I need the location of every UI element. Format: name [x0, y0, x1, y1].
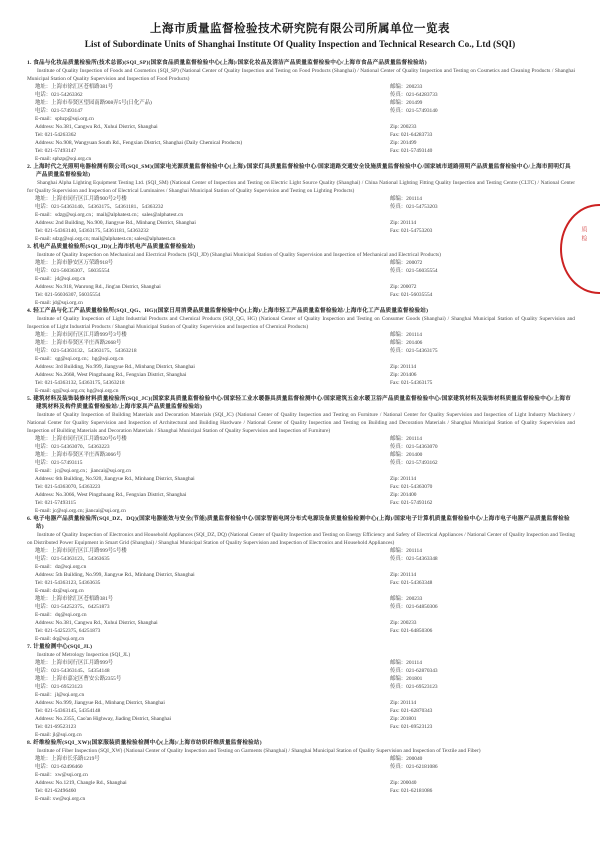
contact-left-text: 地址：上海市静安区万荣路918号 [35, 260, 114, 266]
contact-row [27, 779, 575, 787]
contact-left-text: Address: No.2668, West Pingzhuang Rd., Fengxian District, Shanghai [35, 372, 187, 378]
contact-left-text: Tel: 021-54263362 [35, 132, 77, 138]
contact-left-text: Tel: 021-54363145, 54354148 [35, 708, 101, 714]
contact-row [27, 699, 575, 707]
contact-row [27, 147, 575, 155]
contact-right-text: Zip: 201114 [390, 700, 417, 706]
contact-right-text: 传真：021-56035554 [390, 268, 438, 274]
contact-left-text: 地址：上海市闵行区江月路900号2号楼 [35, 196, 127, 202]
contact-left-text: Address: No.381, Cangwu Rd., Xuhui District, Shanghai [35, 124, 158, 130]
unit-name-en: Institute of Quality Inspection of Electronics and Household Appliances (SQI_DZ, DQ) (National Center of Quality Inspection and Testing on Energy Efficiency and Safety of Electrical Appliances / National Center of Quality Inspection and Testing on Distributed Power Equipment in Smart Grid (Shanghai) / Shanghai Municipal Station of Quality Supervision and Inspection of Electronics and Household Appliances) [27, 532, 575, 546]
contact-row [27, 491, 575, 499]
unit-name-zh: 8. 纤维检验所(SQI_XW)(国家服装质量检验检测中心(上海)/上海市纺织纤维质量监督检验站) [27, 740, 262, 746]
contact-row [27, 683, 575, 691]
unit-contact-rows [27, 659, 575, 739]
contact-row [27, 131, 575, 139]
contact-left-text: 地址：上海市徐汇区苍梧路381号 [35, 84, 114, 90]
contact-right-text: Zip: 201499 [390, 140, 417, 146]
contact-right-text: 邮编：201801 [390, 676, 423, 682]
contact-right-text: Zip: 200233 [390, 620, 417, 626]
contact-left-text: Address: 2nd Building, No.900, Jiangyue Rd., Minhang District, Shanghai [35, 220, 196, 226]
sections-list [0, 59, 600, 803]
contact-row [27, 267, 575, 275]
contact-row [27, 659, 575, 667]
contact-right-text: Zip: 200233 [390, 124, 417, 130]
contact-left-text: Address: 3rd Building, No.999, Jiangyue Rd., Minhang District, Shanghai [35, 364, 195, 370]
contact-right-text: Fax: 021-54753203 [390, 228, 433, 234]
contact-left-text: 电话：021-54363140、54363175、54361181、54363232 [35, 204, 164, 210]
contact-right-text: Zip: 200072 [390, 284, 417, 290]
contact-left-text: Tel: 021-56036307, 56035554 [35, 292, 101, 298]
contact-row [27, 139, 575, 147]
contact-right-text: 邮编：201406 [390, 340, 423, 346]
contact-left-text: E-mail：jc@sqi.org.cn；jiancai@sqi.org.cn [35, 468, 131, 474]
contact-left-text: 电话：021-54363132、54363175、54363218 [35, 348, 137, 354]
unit-section [27, 243, 575, 307]
contact-row [27, 611, 575, 619]
contact-row [27, 99, 575, 107]
contact-row [27, 755, 575, 763]
unit-name-zh: 2. 上海时代之光照明电器检测有限公司(SQI_SM)(国家电光源质量监督检验中心(上海)/国家灯具质量监督检验中心/国家道路交通安全设施质量监督检验中心/国家城市道路照明产品质量监督检验中心/上海市照明灯具产品质量监督检验站) [27, 164, 571, 178]
contact-row [27, 619, 575, 627]
contact-row [27, 763, 575, 771]
contact-left-text: Address: No.999, Jiangyue Rd., Minhang District, Shanghai [35, 700, 165, 706]
unit-section [27, 59, 575, 163]
contact-right-text: Zip: 201114 [390, 572, 417, 578]
contact-right-text: 邮编：201114 [390, 196, 422, 202]
unit-name-en: Institute of Quality Inspection of Foods and Cosmetics (SQI_SP) (National Center of Quality Inspection and Testing on Food Products (Shanghai) / National Center of Quality Inspection and Testing on Cosmetics and Cleaning Products / Shanghai Municipal Station of Quality Supervision and Inspection of Food Products) [27, 68, 575, 82]
contact-row [27, 435, 575, 443]
contact-left-text: Tel: 021-54363123, 54363635 [35, 580, 101, 586]
contact-row [27, 731, 575, 739]
contact-row [27, 579, 575, 587]
contact-right-text: Fax: 021-62181086 [390, 788, 433, 794]
unit-name-zh: 5. 建筑材料及装饰装修材料质量检验所(SQI_JC)(国家家具质量监督检验中心/国家轻工业水暖器具质量监督检测中心/国家建筑五金水暖卫浴产品质量监督检验中心/国家建筑材料及装饰材料质量监督检验中心/上海市建筑材料及构件质量监督检验站/上海市家具产品质量监督检验站) [27, 396, 571, 410]
contact-left-text: Tel: 021-54363140, 54363175, 54361181, 54363232 [35, 228, 149, 234]
unit-section [27, 739, 575, 803]
unit-contact-rows [27, 755, 575, 803]
contact-right-text: 邮编：201114 [390, 548, 422, 554]
contact-right-text: Zip: 200040 [390, 780, 417, 786]
contact-row [27, 635, 575, 643]
contact-right-text: 传真：021-54363070 [390, 444, 438, 450]
contact-right-text: 邮编：201400 [390, 452, 423, 458]
contact-row [27, 459, 575, 467]
contact-left-text: 电话：021-69523123 [35, 684, 83, 690]
contact-right-text: Zip: 201114 [390, 220, 417, 226]
contact-left-text: 地址：上海市嘉定区曹安公路2355号 [35, 676, 122, 682]
document-title-zh: 上海市质量监督检验技术研究院有限公司所属单位一览表 [150, 23, 450, 35]
contact-right-text: 传真：021-54363348 [390, 556, 438, 562]
contact-left-text: E-mail：sdzg@sqi.org.cn；mail@alphatest.cn；sales@alphatest.cn [35, 212, 184, 218]
contact-row [27, 467, 575, 475]
contact-row [27, 107, 575, 115]
contact-right-text: Fax: 021-54363175 [390, 380, 433, 386]
contact-row [27, 715, 575, 723]
contact-row [27, 675, 575, 683]
contact-row [27, 227, 575, 235]
contact-right-text: 传真：021-57493162 [390, 460, 438, 466]
contact-row [27, 667, 575, 675]
contact-row [27, 507, 575, 515]
contact-left-text: Address: No.381, Cangwu Rd., Xuhui District, Shanghai [35, 620, 158, 626]
unit-section [27, 307, 575, 395]
contact-row [27, 723, 575, 731]
unit-contact-rows [27, 331, 575, 395]
contact-row [27, 371, 575, 379]
contact-left-text: E-mail：dz@sqi.org.cn [35, 564, 87, 570]
contact-right-text: Fax: 021-54363070 [390, 484, 433, 490]
contact-row [27, 603, 575, 611]
contact-left-text: Tel: 021-69523123 [35, 724, 77, 730]
contact-right-text: 传真：021-64850306 [390, 604, 438, 610]
contact-left-text: 电话：021-54252375、64251873 [35, 604, 110, 610]
contact-row [27, 627, 575, 635]
contact-left-text: E-mail：qg@sqi.org.cn；hg@sqi.org.cn [35, 356, 124, 362]
contact-row [27, 771, 575, 779]
contact-left-text: Tel: 021-57493115 [35, 500, 76, 506]
unit-name-zh: 7. 计量检测中心(SQI_JL) [27, 644, 93, 650]
contact-left-text: Address: No.3066, West Pingzhuang Rd., Fengxian District, Shanghai [35, 492, 187, 498]
contact-left-text: E-mail: sdzg@sqi.org.cn; mail@alphatest.cn; sales@alphatest.cn [35, 236, 176, 242]
contact-left-text: Address: No.1219, Changle Rd., Shanghai [35, 780, 127, 786]
contact-right-text: 邮编：200072 [390, 260, 423, 266]
contact-row [27, 595, 575, 603]
contact-row [27, 83, 575, 91]
contact-row [27, 475, 575, 483]
contact-row [27, 291, 575, 299]
contact-row [27, 707, 575, 715]
contact-right-text: 传真：021-69523123 [390, 684, 438, 690]
contact-row [27, 123, 575, 131]
unit-contact-rows [27, 435, 575, 515]
contact-left-text: 地址：上海市奉贤区平庄西路3066号 [35, 452, 122, 458]
contact-right-text: Fax: 021-69523123 [390, 724, 433, 730]
contact-right-text: 传真：021-54753203 [390, 204, 438, 210]
contact-row [27, 283, 575, 291]
contact-left-text: Tel: 021-54363070, 54363223 [35, 484, 101, 490]
contact-row [27, 691, 575, 699]
contact-row [27, 235, 575, 243]
red-stamp-text: 质检 [580, 226, 586, 244]
contact-row [27, 355, 575, 363]
contact-right-text: Zip: 201400 [390, 492, 417, 498]
contact-row [27, 387, 575, 395]
contact-left-text: 地址：上海市奉贤区望园南路908弄5号(日化产品) [35, 100, 152, 106]
contact-left-text: E-mail: jl@sqi.org.cn [35, 732, 82, 738]
contact-left-text: Tel: 021-57493147 [35, 148, 77, 154]
unit-name-en: Institute of Fiber Inspection (SQI_XW) (National Center of Quality Inspection and Testing on Garments (Shanghai) / Shanghai Municipal Station of Quality Supervision and Inspection of Textile and Fiber) [37, 748, 481, 754]
contact-right-text: Fax: 021-54363348 [390, 580, 433, 586]
contact-right-text: 传真：021-57493140 [390, 108, 438, 114]
contact-left-text: E-mail：jl@sqi.org.cn [35, 692, 85, 698]
unit-section [27, 643, 575, 739]
contact-left-text: Address: No.908, Wangyuan South Rd., Fengxian District, Shanghai (Daily Chemical Products) [35, 140, 243, 146]
unit-name-zh: 3. 机电产品质量检验所(SQI_JD)(上海市机电产品质量监督检验站) [27, 244, 196, 250]
contact-right-text: Fax: 021-64850306 [390, 628, 433, 634]
contact-left-text: E-mail：sphzp@sqi.org.cn [35, 116, 94, 122]
contact-row [27, 203, 575, 211]
contact-right-text: Fax: 021-57493162 [390, 500, 433, 506]
contact-row [27, 91, 575, 99]
contact-row [27, 443, 575, 451]
contact-row [27, 115, 575, 123]
contact-right-text: Fax: 021-62870343 [390, 708, 433, 714]
contact-left-text: 地址：上海市闵行区江月路999号 [35, 660, 114, 666]
contact-row [27, 211, 575, 219]
contact-left-text: 地址：上海市闵行区江月路999号5号楼 [35, 548, 127, 554]
contact-left-text: 电话：021-62496460 [35, 764, 83, 770]
contact-right-text: 传真：021-64283733 [390, 92, 438, 98]
contact-right-text: 邮编：201114 [390, 332, 422, 338]
unit-contact-rows [27, 259, 575, 307]
contact-right-text: 传真：021-62181086 [390, 764, 438, 770]
contact-left-text: E-mail：jd@sqi.org.cn [35, 276, 86, 282]
contact-left-text: 电话：021-54363145、54354148 [35, 668, 110, 674]
contact-right-text: Zip: 201114 [390, 364, 417, 370]
contact-left-text: 电话：021-54363070、54363223 [35, 444, 110, 450]
contact-row [27, 155, 575, 163]
contact-row [27, 571, 575, 579]
unit-contact-rows [27, 547, 575, 643]
contact-left-text: E-mail: xw@sqi.org.cn [35, 796, 86, 802]
contact-left-text: E-mail: jc@sqi.org.cn; jiancai@sqi.org.cn [35, 508, 126, 514]
contact-left-text: 电话：021-57493147 [35, 108, 83, 114]
contact-row [27, 587, 575, 595]
contact-row [27, 331, 575, 339]
contact-row [27, 483, 575, 491]
contact-left-text: 电话：021-56036307、56035554 [35, 268, 110, 274]
unit-name-en: Institute of Metrology Inspection (SQI_JL) [37, 652, 131, 658]
contact-left-text: Address: No.2355, Cao'an Highway, Jiading District, Shanghai [35, 716, 171, 722]
contact-row [27, 299, 575, 307]
contact-left-text: Address: 5th Building, No.999, Jiangyue Rd., Minhang District, Shanghai [35, 572, 195, 578]
contact-left-text: 地址：上海市奉贤区平庄西路2668号 [35, 340, 122, 346]
contact-row [27, 219, 575, 227]
contact-right-text: 邮编：200040 [390, 756, 423, 762]
unit-section [27, 395, 575, 515]
contact-left-text: E-mail：xw@sqi.org.cn [35, 772, 88, 778]
contact-right-text: 邮编：201499 [390, 100, 423, 106]
contact-left-text: Address: 6th Building, No.920, Jiangyue Rd., Minhang District, Shanghai [35, 476, 195, 482]
contact-row [27, 339, 575, 347]
unit-section [27, 163, 575, 243]
contact-right-text: Fax: 021-57493140 [390, 148, 433, 154]
unit-name-zh: 4. 轻工产品与化工产品质量检验所(SQI_QG、HG)(国家日用消费品质量监督检验中心(上海)/上海市轻工产品质量监督检验站/上海市化工产品质量监督检验站) [27, 308, 429, 314]
contact-left-text: Tel: 021-62496460 [35, 788, 77, 794]
contact-left-text: 电话：021-54263362 [35, 92, 83, 98]
contact-right-text: 邮编：200233 [390, 596, 423, 602]
contact-row [27, 547, 575, 555]
unit-name-en: Institute of Quality Inspection of Light Industrial Products and Chemical Products (SQI_QG, HG) (National Center of Quality Inspection and Testing on Consumer Goods (Shanghai) / Shanghai Municipal Station of Quality Supervision and Inspection of Light Industrial Products / Shanghai Municipal Station of Quality Supervision and Inspection of Chemical Products) [27, 316, 575, 330]
contact-left-text: E-mail: jd@sqi.org.cn [35, 300, 83, 306]
contact-left-text: E-mail: sphzp@sqi.org.cn [35, 156, 92, 162]
contact-left-text: E-mail：dq@sqi.org.cn [35, 612, 87, 618]
contact-left-text: 地址：上海市闵行区江月路999号3号楼 [35, 332, 127, 338]
unit-contact-rows [27, 83, 575, 163]
document-title-en: List of Subordinate Units of Shanghai Institute Of Quality Inspection and Technical Research Co., Ltd (SQI) [84, 40, 516, 50]
contact-right-text: Zip: 201406 [390, 372, 417, 378]
unit-section [27, 515, 575, 643]
contact-row [27, 347, 575, 355]
contact-right-text: Zip: 201114 [390, 476, 417, 482]
contact-left-text: 电话：021-57493115 [35, 460, 83, 466]
unit-name-zh: 6. 电子电器产品质量检验所(SQI_DZ、DQ)(国家电器能效与安全(节能)质量监督检验中心/国家智能电网分布式电源设备质量检验检测中心(上海)/国家电子计算机质量监督检验中心/上海市电子电器产品质量监督检验站) [27, 516, 570, 530]
contact-right-text: 邮编：201114 [390, 660, 422, 666]
contact-left-text: 地址：上海市闵行区江月路920号6号楼 [35, 436, 127, 442]
contact-row [27, 259, 575, 267]
contact-left-text: 地址：上海市徐汇区苍梧路381号 [35, 596, 114, 602]
contact-right-text: 邮编：200233 [390, 84, 423, 90]
contact-right-text: Fax: 021-64283733 [390, 132, 433, 138]
contact-row [27, 451, 575, 459]
contact-left-text: E-mail: dq@sqi.org.cn [35, 636, 85, 642]
contact-row [27, 499, 575, 507]
contact-left-text: Tel: 021-54252375, 64251873 [35, 628, 101, 634]
contact-right-text: 传真：021-54363175 [390, 348, 438, 354]
contact-right-text: Zip: 201801 [390, 716, 417, 722]
contact-left-text: E-mail: qg@sqi.org.cn; hg@sqi.org.cn [35, 388, 119, 394]
contact-row [27, 555, 575, 563]
contact-left-text: 地址：上海市长乐路1219号 [35, 756, 100, 762]
unit-name-zh: 1. 食品与化妆品质量检验所(技术总部)(SQI_SP)(国家食品质量监督检验中心(上海)/国家化妆品及清洁产品质量监督检验中心/上海市食品产品质量监督检验站) [27, 60, 427, 66]
unit-contact-rows [27, 195, 575, 243]
contact-right-text: Fax: 021-56035554 [390, 292, 433, 298]
contact-right-text: 邮编：201114 [390, 436, 422, 442]
contact-row [27, 563, 575, 571]
contact-left-text: 电话：021-54363123、54363635 [35, 556, 110, 562]
unit-name-en: Institute of Quality Inspection on Mechanical and Electrical Products (SQI_JD) (Shanghai Municipal Station of Quality Supervision and Inspection of Mechanical and Electrical Products) [37, 252, 441, 258]
contact-left-text: E-mail: dz@sqi.org.cn [35, 588, 84, 594]
contact-row [27, 787, 575, 795]
unit-name-en: Shanghai Alpha Lighting Equipment Testing Ltd. (SQI_SM) (National Center of Inspection and Testing on Electric Light Source Quality (Shanghai) / China National Lighting Fitting Quality Inspection and Testing Centre (CLTC) / National Center for Quality Supervision and Inspection of Electrical Luminaires / Shanghai Municipal Station of Quality Supervision and Testing on Lighting Products) [27, 180, 575, 194]
contact-row [27, 275, 575, 283]
contact-row [27, 379, 575, 387]
unit-name-en: Institute of Quality Inspection of Building Materials and Decoration Materials (SQI_JC) (National Center of Quality Inspection and Testing on Furniture / National Center for Quality Supervision and Inspection of Light Industry Machinery / National Center for Quality Supervision and Inspection of Architectural and Building Hardware / National Center of Quality Inspection and Testing on Building and Decoration Materials / Shanghai Municipal Station of Quality Supervision and Inspection of Building Materials and Decoration Materials / Shanghai Municipal Station of Quality Supervision and Inspection of Furniture) [27, 412, 575, 434]
contact-row [27, 195, 575, 203]
contact-row [27, 795, 575, 803]
contact-row [27, 363, 575, 371]
contact-left-text: Address: No.918, Wanrong Rd., Jing'an District, Shanghai [35, 284, 161, 290]
contact-right-text: 传真：021-62870343 [390, 668, 438, 674]
contact-left-text: Tel: 021-54363132, 54363175, 54363218 [35, 380, 125, 386]
